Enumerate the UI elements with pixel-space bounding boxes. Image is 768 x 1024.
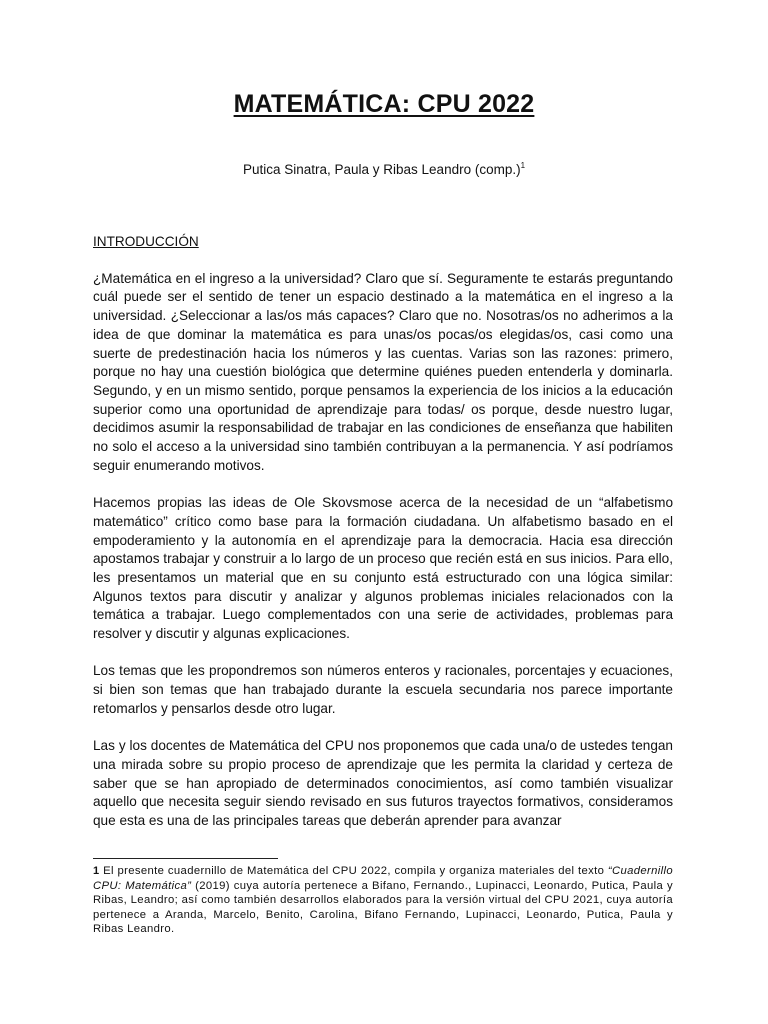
footnote-text-before: El presente cuadernillo de Matemática del CPU 2022, compila y organiza materiales del texto <box>99 865 608 877</box>
footnote <box>93 864 673 937</box>
paragraph-4: Las y los docentes de Matemática del CPU nos proponemos que cada una/o de ustedes tengan una mirada sobre su propio proceso de aprendizaje que les permita la claridad y certeza de saber que se han apropiado de determinados conocimientos, así como también visualizar aquello que necesita seguir siendo revisado en sus futuros trayectos formativos, consideramos que esta es una de las principales tareas que deberán aprender para avanzar <box>93 738 673 829</box>
footnote-reference: 1 <box>520 161 526 170</box>
paragraph-1: ¿Matemática en el ingreso a la universidad? Claro que sí. Seguramente te estarás preguntando cuál puede ser el sentido de tener un espacio destinado a la matemática en el ingreso a la universidad. ¿Seleccionar a las/os más capaces? Claro que no. Nosotras/os no adherimos a la idea de que dominar la matemática es para unas/os pocas/os elegidas/os, casi como una suerte de predestinación hacia los números y las cuentas. Varias son las razones: primero, porque no hay una cuestión biológica que determine quiénes pueden entenderla y dominarla. Segundo, y en un mismo sentido, porque pensamos la experiencia de los inicios a la educación superior como una oportunidad de aprendizaje para todas/ os porque, desde nuestro lugar, decidimos asumir la responsabilidad de trabajar en las condiciones de enseñanza que habiliten no solo el acceso a la universidad sino también contribuyan a la permanencia. Y así podríamos seguir enumerando motivos. <box>93 270 673 473</box>
footnote-cited-title: “Cuadernillo CPU: Matemática” <box>93 865 673 892</box>
footnote-divider <box>93 858 278 859</box>
document-title: MATEMÁTICA: CPU 2022 <box>233 90 535 118</box>
footnote-text-after: (2019) cuya autoría pertenece a Bifano, Fernando., Lupinacci, Leonardo, Putica, Paula y Ribas, Leandro; así como también desarrollos elaborados para la versión virtual del CPU 2021, cuya autoría pertenece a Aranda, Marcelo, Benito, Carolina, Bifano Fernando, Lupinacci, Leonardo, Putica, Paula y Ribas Leandro. <box>93 879 673 935</box>
paragraph-2: Hacemos propias las ideas de Ole Skovsmose acerca de la necesidad de un “alfabetismo matemático” crítico como base para la formación ciudadana. Un alfabetismo basado en el empoderamiento y la autonomía en el aprendizaje para la democracia. Hacia esa dirección apostamos trabajar y construir a lo largo de un proceso que recién está en sus inicios. Para ello, les presentamos un material que en su conjunto está estructurado con una lógica similar: Algunos textos para discutir y analizar y algunos problemas iniciales relacionados con la temática a trabajar. Luego complementados con una serie de actividades, problemas para resolver y discutir y algunas explicaciones. <box>93 495 673 642</box>
document-body <box>93 233 673 831</box>
authors-text: Putica Sinatra, Paula y Ribas Leandro (comp.) <box>242 162 521 177</box>
paragraph-3: Los temas que les propondremos son números enteros y racionales, porcentajes y ecuaciones, si bien son temas que han trabajado durante la escuela secundaria nos parece importante retomarlos y pensarlos desde otro lugar. <box>93 663 673 716</box>
section-heading: INTRODUCCIÓN <box>93 234 199 249</box>
footnote-mark: 1 <box>93 865 100 877</box>
document-authors <box>0 160 768 180</box>
